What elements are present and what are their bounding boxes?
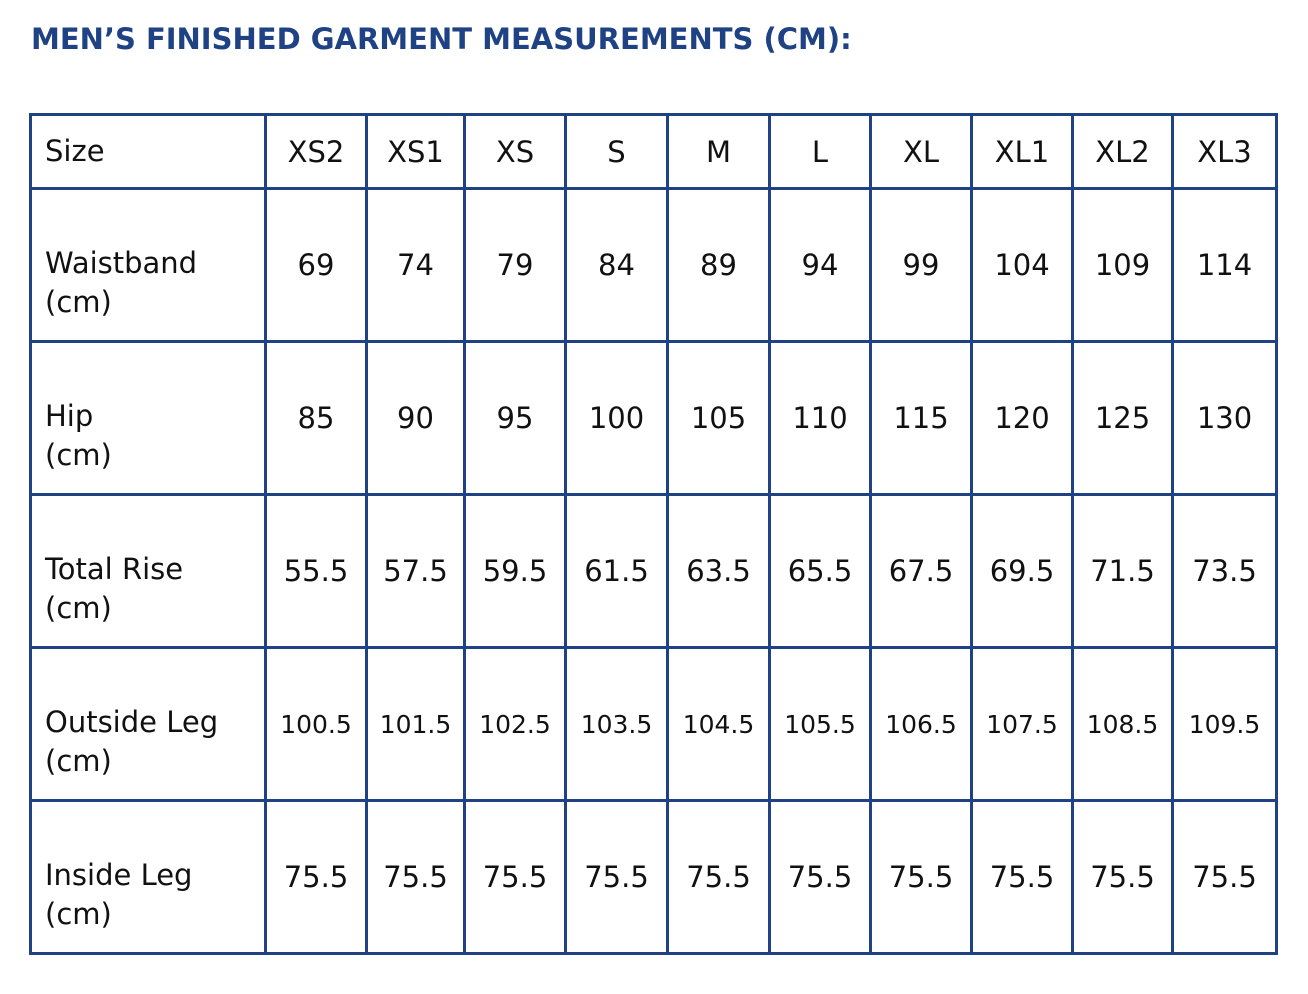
value-cell: 120 xyxy=(972,342,1073,495)
size-header-cell: XS xyxy=(465,115,566,189)
row-unit: (cm) xyxy=(45,438,112,472)
size-header-cell: XS1 xyxy=(367,115,465,189)
value-cell: 75.5 xyxy=(1073,801,1173,954)
value-cell: 75.5 xyxy=(266,801,367,954)
value-cell: 55.5 xyxy=(266,495,367,648)
value-cell: 75.5 xyxy=(367,801,465,954)
value-cell: 115 xyxy=(871,342,972,495)
value-cell: 125 xyxy=(1073,342,1173,495)
value-cell: 99 xyxy=(871,189,972,342)
row-label: Inside Leg xyxy=(45,858,193,892)
value-cell: 107.5 xyxy=(972,648,1073,801)
value-cell: 61.5 xyxy=(566,495,668,648)
value-cell: 94 xyxy=(770,189,871,342)
value-cell: 109.5 xyxy=(1173,648,1277,801)
value-cell: 84 xyxy=(566,189,668,342)
value-cell: 75.5 xyxy=(1173,801,1277,954)
size-header-cell: XS2 xyxy=(266,115,367,189)
value-cell: 114 xyxy=(1173,189,1277,342)
size-header-cell: XL1 xyxy=(972,115,1073,189)
value-cell: 105.5 xyxy=(770,648,871,801)
value-cell: 85 xyxy=(266,342,367,495)
value-cell: 75.5 xyxy=(770,801,871,954)
page-title: MEN’S FINISHED GARMENT MEASUREMENTS (CM): xyxy=(31,22,852,56)
value-cell: 103.5 xyxy=(566,648,668,801)
value-cell: 74 xyxy=(367,189,465,342)
value-cell: 69 xyxy=(266,189,367,342)
value-cell: 73.5 xyxy=(1173,495,1277,648)
value-cell: 100 xyxy=(566,342,668,495)
size-header-cell: XL2 xyxy=(1073,115,1173,189)
size-header-cell: S xyxy=(566,115,668,189)
value-cell: 89 xyxy=(668,189,770,342)
value-cell: 67.5 xyxy=(871,495,972,648)
table-row xyxy=(31,495,1277,648)
size-header-cell: XL3 xyxy=(1173,115,1277,189)
value-cell: 90 xyxy=(367,342,465,495)
value-cell: 110 xyxy=(770,342,871,495)
size-header-label: Size xyxy=(31,115,266,189)
size-chart-table xyxy=(29,113,1278,955)
value-cell: 75.5 xyxy=(668,801,770,954)
value-cell: 59.5 xyxy=(465,495,566,648)
row-label-cell xyxy=(31,342,266,495)
row-label-cell xyxy=(31,648,266,801)
value-cell: 109 xyxy=(1073,189,1173,342)
row-unit: (cm) xyxy=(45,285,112,319)
value-cell: 104 xyxy=(972,189,1073,342)
row-label: Outside Leg xyxy=(45,705,219,739)
table-header-row xyxy=(31,115,1277,189)
row-unit: (cm) xyxy=(45,591,112,625)
row-label: Waistband xyxy=(45,246,198,280)
row-unit: (cm) xyxy=(45,897,112,931)
value-cell: 75.5 xyxy=(465,801,566,954)
value-cell: 69.5 xyxy=(972,495,1073,648)
value-cell: 95 xyxy=(465,342,566,495)
row-label-cell xyxy=(31,495,266,648)
value-cell: 106.5 xyxy=(871,648,972,801)
table-row xyxy=(31,342,1277,495)
value-cell: 100.5 xyxy=(266,648,367,801)
value-cell: 101.5 xyxy=(367,648,465,801)
size-header-cell: XL xyxy=(871,115,972,189)
value-cell: 57.5 xyxy=(367,495,465,648)
value-cell: 108.5 xyxy=(1073,648,1173,801)
table-row xyxy=(31,648,1277,801)
value-cell: 63.5 xyxy=(668,495,770,648)
row-label-cell xyxy=(31,189,266,342)
value-cell: 79 xyxy=(465,189,566,342)
value-cell: 130 xyxy=(1173,342,1277,495)
table-row xyxy=(31,801,1277,954)
value-cell: 104.5 xyxy=(668,648,770,801)
value-cell: 75.5 xyxy=(871,801,972,954)
size-header-cell: M xyxy=(668,115,770,189)
value-cell: 75.5 xyxy=(972,801,1073,954)
value-cell: 71.5 xyxy=(1073,495,1173,648)
value-cell: 102.5 xyxy=(465,648,566,801)
row-label: Total Rise xyxy=(45,552,184,586)
value-cell: 75.5 xyxy=(566,801,668,954)
row-label-cell xyxy=(31,801,266,954)
size-header-cell: L xyxy=(770,115,871,189)
value-cell: 65.5 xyxy=(770,495,871,648)
value-cell: 105 xyxy=(668,342,770,495)
table-row xyxy=(31,189,1277,342)
row-label: Hip xyxy=(45,399,94,433)
row-unit: (cm) xyxy=(45,744,112,778)
